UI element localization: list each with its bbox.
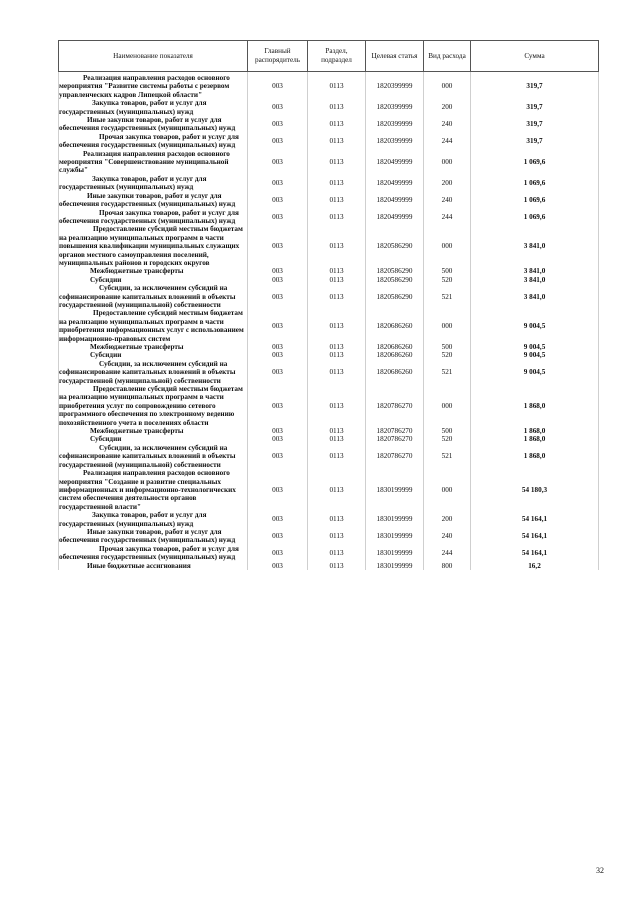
cell-expense-type: 244 [424,545,471,562]
cell-section: 0113 [308,427,366,435]
cell-target-article: 1820786270 [366,435,424,443]
cell-indicator-name [59,116,248,133]
cell-main-manager: 003 [248,469,308,511]
cell-expense-type: 800 [424,562,471,570]
indicator-name-text: Межбюджетные трансферты [90,267,184,276]
table-row [59,192,599,209]
table-row [59,309,599,343]
header-target-article: Целевая статья [366,41,424,72]
cell-expense-type: 000 [424,309,471,343]
cell-indicator-name [59,133,248,150]
cell-target-article: 1820499999 [366,150,424,175]
cell-target-article: 1830199999 [366,562,424,570]
header-section: Раздел, подраздел [308,41,366,72]
indicator-name-text: Иные закупки товаров, работ и услуг для обеспечения государственных (муниципальных) нужд [59,527,236,545]
cell-main-manager: 003 [248,192,308,209]
header-amount: Сумма [471,41,599,72]
table-header [59,41,599,72]
cell-main-manager: 003 [248,284,308,309]
cell-main-manager: 003 [248,133,308,150]
indicator-name-text: Субсидии, за исключением субсидий на софинансирование капитальных вложений в объекты государственной (муниципальной) собственности [59,284,236,309]
budget-sheet [58,40,598,570]
cell-target-article: 1830199999 [366,511,424,528]
cell-expense-type: 200 [424,511,471,528]
table-row [59,427,599,435]
cell-expense-type: 520 [424,435,471,443]
cell-amount: 1 868,0 [471,427,599,435]
table-row [59,225,599,267]
cell-indicator-name [59,72,248,100]
cell-section: 0113 [308,385,366,427]
cell-expense-type: 000 [424,225,471,267]
cell-amount: 9 004,5 [471,360,599,385]
cell-target-article: 1820499999 [366,175,424,192]
cell-target-article: 1820499999 [366,192,424,209]
cell-expense-type: 500 [424,267,471,275]
cell-section: 0113 [308,469,366,511]
cell-expense-type: 200 [424,175,471,192]
cell-amount: 1 868,0 [471,435,599,443]
indicator-name-text: Межбюджетные трансферты [90,343,184,351]
cell-indicator-name [59,267,248,275]
cell-section: 0113 [308,309,366,343]
cell-amount: 54 164,1 [471,545,599,562]
cell-amount: 9 004,5 [471,343,599,351]
cell-target-article: 1820586290 [366,276,424,284]
cell-expense-type: 520 [424,351,471,359]
cell-amount: 3 841,0 [471,284,599,309]
header-main-manager: Главный распорядитель [248,41,308,72]
cell-main-manager: 003 [248,435,308,443]
cell-target-article: 1830199999 [366,528,424,545]
cell-target-article: 1820586290 [366,225,424,267]
table-row [59,343,599,351]
table-row [59,150,599,175]
cell-main-manager: 003 [248,351,308,359]
table-row [59,72,599,100]
cell-target-article: 1820399999 [366,72,424,100]
cell-amount: 16,2 [471,562,599,570]
cell-main-manager: 003 [248,72,308,100]
table-row [59,562,599,570]
cell-section: 0113 [308,72,366,100]
indicator-name-text: Субсидии, за исключением субсидий на софинансирование капитальных вложений в объекты государственной (муниципальной) собственности [59,443,236,469]
header-indicator-name: Наименование показателя [59,41,248,72]
cell-section: 0113 [308,225,366,267]
cell-expense-type: 240 [424,528,471,545]
cell-amount: 319,7 [471,133,599,150]
cell-expense-type: 500 [424,427,471,435]
table-row [59,385,599,427]
cell-section: 0113 [308,284,366,309]
cell-section: 0113 [308,267,366,275]
cell-target-article: 1820686260 [366,351,424,359]
cell-amount: 1 069,6 [471,150,599,175]
cell-expense-type: 000 [424,469,471,511]
cell-section: 0113 [308,351,366,359]
indicator-name-text: Субсидии, за исключением субсидий на софинансирование капитальных вложений в объекты государственной (муниципальной) собственности [59,359,236,385]
table-row [59,99,599,116]
cell-section: 0113 [308,209,366,226]
cell-expense-type: 520 [424,276,471,284]
indicator-name-text: Реализация направления расходов основного мероприятия "Совершенствование муниципальной службы" [59,149,230,175]
cell-indicator-name [59,150,248,175]
table-row [59,116,599,133]
cell-target-article: 1820399999 [366,99,424,116]
indicator-name-text: Субсидии [90,275,122,284]
cell-main-manager: 003 [248,360,308,385]
cell-amount: 54 180,3 [471,469,599,511]
cell-indicator-name [59,209,248,226]
indicator-name-text: Прочая закупка товаров, работ и услуг для обеспечения государственных (муниципальных) нужд [59,544,239,562]
indicator-name-text: Предоставление субсидий местным бюджетам на реализацию муниципальных программ в части повышения квалификации муниципальных служащих органов местного самоуправления поселений, муниципальных районов и городских округов [59,225,243,267]
cell-target-article: 1820686260 [366,343,424,351]
indicator-name-text: Закупка товаров, работ и услуг для государственных (муниципальных) нужд [59,99,207,116]
cell-amount: 319,7 [471,116,599,133]
cell-section: 0113 [308,511,366,528]
cell-expense-type: 000 [424,150,471,175]
cell-section: 0113 [308,99,366,116]
cell-indicator-name [59,309,248,343]
cell-main-manager: 003 [248,225,308,267]
cell-amount: 3 841,0 [471,267,599,275]
cell-expense-type: 521 [424,360,471,385]
indicator-name-text: Межбюджетные трансферты [90,427,184,436]
cell-indicator-name [59,351,248,359]
cell-main-manager: 003 [248,309,308,343]
indicator-name-text: Предоставление субсидий местным бюджетам на реализацию муниципальных программ в части приобретения информационных услуг с использованием информационно-правовых систем [59,309,244,343]
cell-amount: 9 004,5 [471,309,599,343]
table-row [59,545,599,562]
indicator-name-text: Субсидии [90,351,122,360]
table-row [59,435,599,443]
table-body [59,72,599,570]
indicator-name-text: Прочая закупка товаров, работ и услуг для обеспечения государственных (муниципальных) нужд [59,208,239,225]
cell-section: 0113 [308,175,366,192]
page-number: 32 [596,866,604,875]
table-row [59,284,599,309]
cell-expense-type: 240 [424,116,471,133]
cell-indicator-name [59,225,248,267]
cell-main-manager: 003 [248,99,308,116]
cell-expense-type: 521 [424,284,471,309]
cell-section: 0113 [308,133,366,150]
cell-amount: 54 164,1 [471,528,599,545]
cell-target-article: 1820399999 [366,133,424,150]
cell-section: 0113 [308,150,366,175]
cell-indicator-name [59,343,248,351]
cell-indicator-name [59,276,248,284]
cell-indicator-name [59,562,248,570]
cell-amount: 319,7 [471,99,599,116]
indicator-name-text: Прочая закупка товаров, работ и услуг для обеспечения государственных (муниципальных) нужд [59,132,239,150]
table-row [59,444,599,469]
cell-expense-type: 200 [424,99,471,116]
cell-indicator-name [59,469,248,511]
cell-indicator-name [59,192,248,209]
cell-target-article: 1820686260 [366,360,424,385]
cell-expense-type: 000 [424,385,471,427]
cell-target-article: 1820786270 [366,385,424,427]
cell-target-article: 1820586290 [366,267,424,275]
table-row [59,175,599,192]
cell-expense-type: 240 [424,192,471,209]
cell-main-manager: 003 [248,511,308,528]
cell-indicator-name [59,360,248,385]
cell-main-manager: 003 [248,276,308,284]
indicator-name-text: Закупка товаров, работ и услуг для государственных (муниципальных) нужд [59,174,207,192]
table-row [59,511,599,528]
cell-target-article: 1820686260 [366,309,424,343]
cell-indicator-name [59,175,248,192]
cell-main-manager: 003 [248,528,308,545]
indicator-name-text: Субсидии [90,435,122,444]
cell-main-manager: 003 [248,150,308,175]
cell-amount: 1 868,0 [471,385,599,427]
cell-section: 0113 [308,276,366,284]
indicator-name-text: Иные закупки товаров, работ и услуг для обеспечения государственных (муниципальных) нужд [59,191,236,209]
cell-section: 0113 [308,116,366,133]
cell-amount: 9 004,5 [471,351,599,359]
cell-section: 0113 [308,545,366,562]
cell-indicator-name [59,435,248,443]
cell-indicator-name [59,511,248,528]
cell-amount: 1 069,6 [471,175,599,192]
cell-main-manager: 003 [248,562,308,570]
cell-section: 0113 [308,192,366,209]
cell-main-manager: 003 [248,343,308,351]
budget-table [58,40,599,570]
cell-section: 0113 [308,343,366,351]
cell-target-article: 1820586290 [366,284,424,309]
indicator-name-text: Иные закупки товаров, работ и услуг для обеспечения государственных (муниципальных) нужд [59,116,236,133]
table-row [59,209,599,226]
cell-amount: 3 841,0 [471,225,599,267]
cell-section: 0113 [308,435,366,443]
cell-indicator-name [59,99,248,116]
cell-target-article: 1820786270 [366,444,424,469]
indicator-name-text: Закупка товаров, работ и услуг для государственных (муниципальных) нужд [59,511,207,528]
table-row [59,351,599,359]
cell-main-manager: 003 [248,267,308,275]
cell-main-manager: 003 [248,427,308,435]
cell-indicator-name [59,545,248,562]
table-row [59,267,599,275]
table-row [59,133,599,150]
cell-indicator-name [59,427,248,435]
cell-amount: 1 868,0 [471,444,599,469]
cell-expense-type: 000 [424,72,471,100]
cell-indicator-name [59,385,248,427]
cell-amount: 1 069,6 [471,209,599,226]
indicator-name-text: Иные бюджетные ассигнования [87,561,191,570]
cell-expense-type: 521 [424,444,471,469]
cell-target-article: 1830199999 [366,545,424,562]
indicator-name-text: Реализация направления расходов основного мероприятия "Создание и развитие специальных информационных и информационно-технологических систем обеспечения деятельности органов государственной власти" [59,469,236,511]
cell-amount: 3 841,0 [471,276,599,284]
header-expense-type: Вид расхода [424,41,471,72]
cell-main-manager: 003 [248,545,308,562]
cell-target-article: 1820499999 [366,209,424,226]
table-row [59,469,599,511]
cell-target-article: 1820786270 [366,427,424,435]
table-row [59,528,599,545]
cell-section: 0113 [308,562,366,570]
cell-amount: 319,7 [471,72,599,100]
cell-expense-type: 244 [424,133,471,150]
table-row [59,276,599,284]
cell-target-article: 1820399999 [366,116,424,133]
cell-main-manager: 003 [248,385,308,427]
cell-target-article: 1830199999 [366,469,424,511]
indicator-name-text: Реализация направления расходов основного мероприятия "Развитие системы работы с резервом управленческих кадров Липецкой области" [59,74,230,99]
cell-indicator-name [59,528,248,545]
cell-main-manager: 003 [248,175,308,192]
cell-indicator-name [59,444,248,469]
cell-section: 0113 [308,444,366,469]
cell-main-manager: 003 [248,444,308,469]
cell-main-manager: 003 [248,116,308,133]
table-row [59,360,599,385]
indicator-name-text: Предоставление субсидий местным бюджетам на реализацию муниципальных программ в части приобретения услуг по сопровождению сетевого программного обеспечения по электронному ведению похозяйственного учета в поселениях области [59,385,243,427]
cell-expense-type: 500 [424,343,471,351]
cell-amount: 1 069,6 [471,192,599,209]
cell-amount: 54 164,1 [471,511,599,528]
cell-indicator-name [59,284,248,309]
cell-section: 0113 [308,360,366,385]
cell-expense-type: 244 [424,209,471,226]
cell-main-manager: 003 [248,209,308,226]
cell-section: 0113 [308,528,366,545]
